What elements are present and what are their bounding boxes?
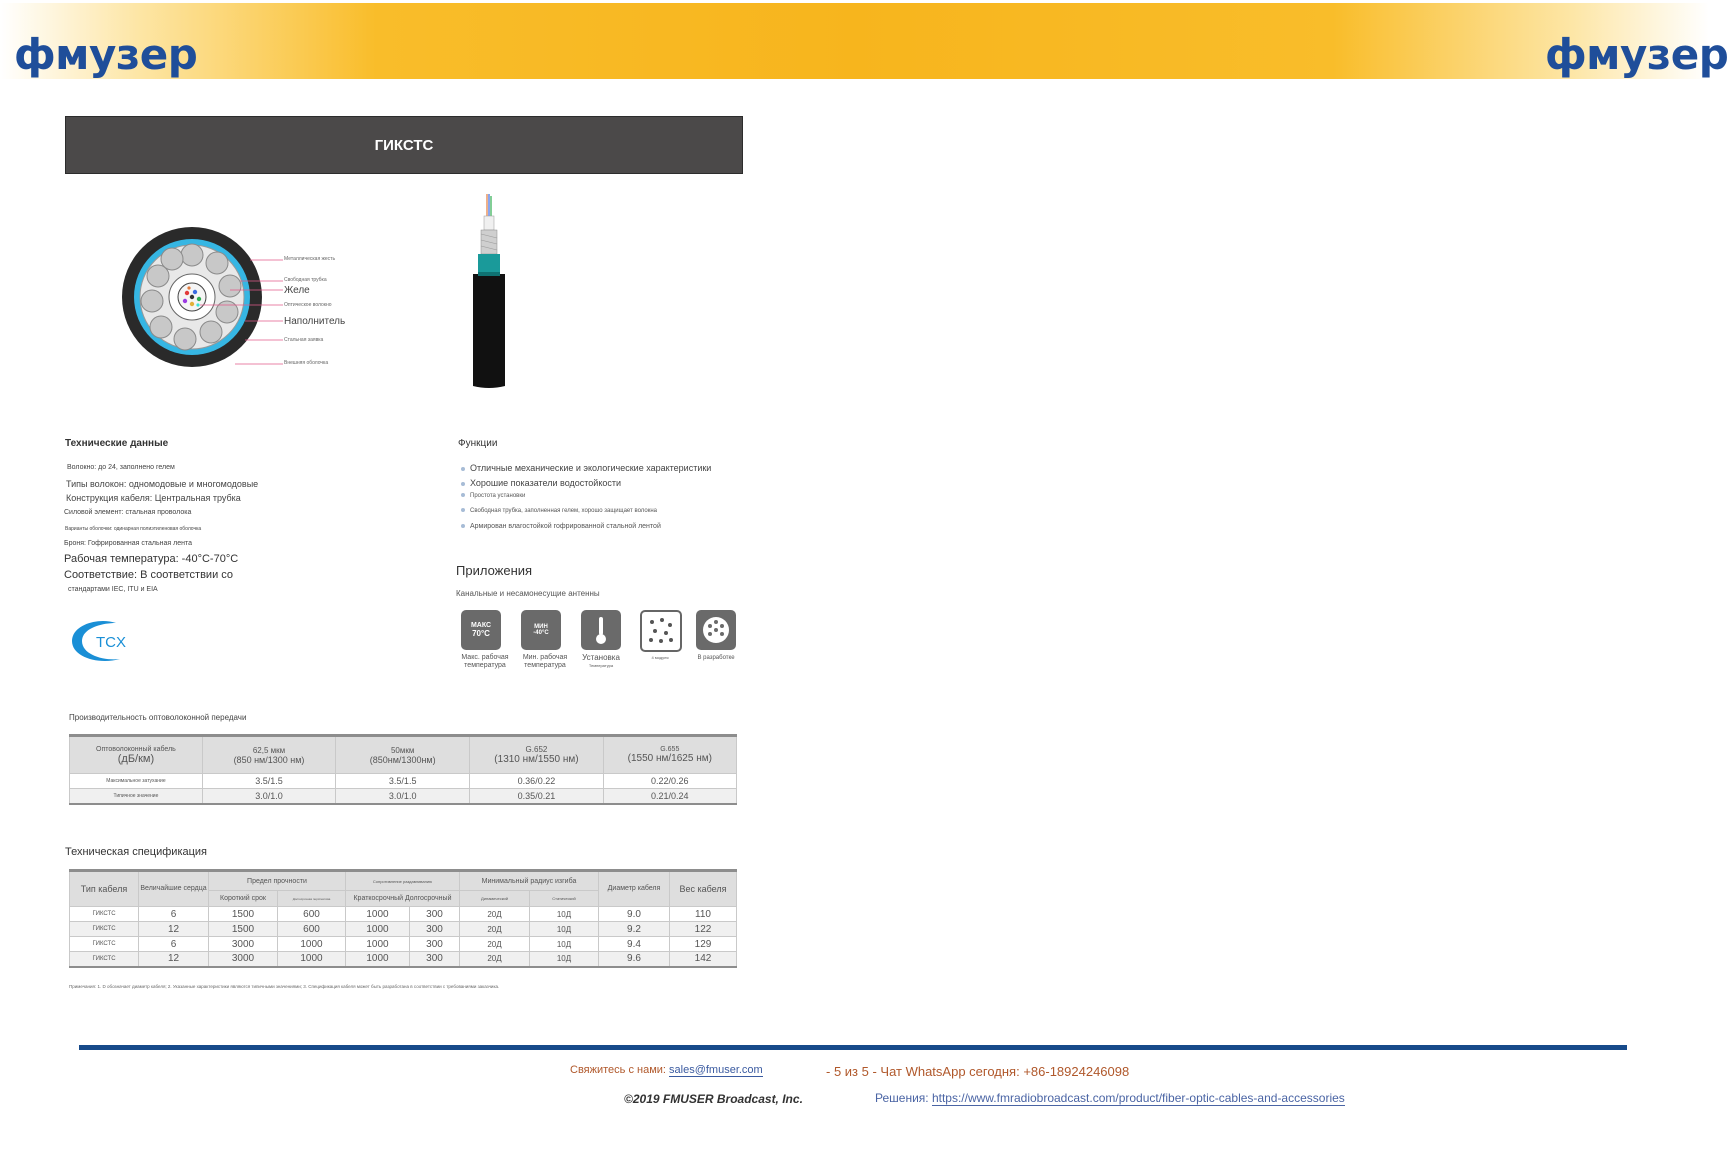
spec-cell: 129 <box>670 937 737 952</box>
spec-cell: 300 <box>410 937 460 952</box>
tech-data-item: Рабочая температура: -40°C-70°C <box>64 553 239 565</box>
spec-table: Тип кабеля Величайшие сердца Предел прочности Сопротивление раздавливанию Минимальный радиус изгиба Диаметр кабеля Вес кабеля Короткий срок Долгосрочная перспектива Краткосрочный Долгосрочный Динамический Статический ГИКСТС 6 1500 600 1000 300 20Д 10Д 9.0 110 ГИКСТС 12 1500 600 1000 300 20Д 10Д 9.2 122 ГИКСТС 6 3000 1000 1000 300 20Д 10Д 9.4 129 ГИКСТС 12 3000 1000 1000 300 20Д 10Д 9.6 142 <box>69 869 737 968</box>
tech-data-heading: Технические данные <box>65 438 169 449</box>
spec-cell: 142 <box>670 952 737 967</box>
function-item: Хорошие показатели водостойкости <box>461 478 621 488</box>
thermometer-caption-2: Температура <box>588 663 614 668</box>
table-row <box>70 907 737 922</box>
spec-cell: ГИКСТС <box>70 922 139 937</box>
max-temp-caption: Макс. рабочая температура <box>461 654 509 669</box>
product-title-bar <box>65 116 743 174</box>
function-item: Простота установки <box>461 493 525 499</box>
brand-logo-right: фмузер <box>1545 30 1728 79</box>
footer-divider <box>79 1045 1627 1050</box>
spec-heading: Техническая спецификация <box>65 846 208 858</box>
label-loose-tube: Свободная трубка <box>284 277 327 283</box>
fiber-count-caption: 4 модуля <box>651 655 669 660</box>
label-gel: Желе <box>284 285 310 296</box>
perf-header-cell: G.652 (1310 нм/1550 нм) <box>470 736 603 774</box>
solutions-url-link[interactable]: https://www.fmradiobroadcast.com/product/fiber-optic-cables-and-accessories <box>931 1091 1345 1105</box>
tech-data-item: Соответствие: В соответствии со <box>64 569 234 581</box>
spec-cell: 1500 <box>209 922 278 937</box>
spec-cell: 20Д <box>460 952 530 967</box>
spec-cell: 1000 <box>346 922 410 937</box>
applications-subtitle: Канальные и несамонесущие антенны <box>456 589 600 598</box>
spec-cell: 122 <box>670 922 737 937</box>
performance-table <box>69 734 737 805</box>
spec-cell: 110 <box>670 907 737 922</box>
spec-cell: 600 <box>278 922 346 937</box>
performance-heading: Производительность оптоволоконной передачи <box>69 713 247 722</box>
thermometer-icon <box>581 610 621 650</box>
tech-data-item: Типы волокон: одномодовые и многомодовые <box>66 479 259 489</box>
function-item: Свободная трубка, заполненная гелем, хорошо защищает волокна <box>461 508 657 514</box>
spec-cell: 9.6 <box>599 952 670 967</box>
max-temp-icon: МАКС 70°C <box>461 610 501 650</box>
footer-solutions: Решения: https://www.fmradiobroadcast.com/product/fiber-optic-cables-and-accessories <box>875 1091 1345 1105</box>
spec-cell: 10Д <box>530 937 599 952</box>
footer-copyright: ©2019 FMUSER Broadcast, Inc. <box>624 1092 803 1106</box>
cross-section-leader-lines <box>190 250 285 370</box>
functions-heading: Функции <box>458 438 498 449</box>
table-row: Максимальное затухание 3.5/1.5 3.5/1.5 0.36/0.22 0.22/0.26 <box>70 774 737 789</box>
perf-header-cell: 62,5 мкм (850 нм/1300 нм) <box>202 736 335 774</box>
label-steel-wire: Стальная заявка <box>284 337 324 343</box>
perf-header-cell: 50мкм (850нм/1300нм) <box>336 736 470 774</box>
tcx-certification-logo <box>68 617 140 665</box>
spec-cell: 6 <box>139 937 209 952</box>
tech-data-item: Броня: Гофрированная стальная лента <box>64 540 192 547</box>
perf-header-cell: G.655 (1550 нм/1625 нм) <box>603 736 736 774</box>
spec-cell: ГИКСТС <box>70 937 139 952</box>
header-banner <box>0 3 1709 79</box>
spec-cell: 10Д <box>530 907 599 922</box>
spec-cell: 1000 <box>346 937 410 952</box>
footer-contact: Свяжитесь с нами: sales@fmuser.com <box>570 1064 763 1076</box>
spec-cell: ГИКСТС <box>70 952 139 967</box>
table-row <box>70 952 737 967</box>
spec-cell: 9.2 <box>599 922 670 937</box>
label-metal-tin: Металлическая жесть <box>284 256 336 262</box>
spec-cell: 1500 <box>209 907 278 922</box>
applications-heading: Приложения <box>456 563 533 578</box>
spec-cell: 300 <box>410 922 460 937</box>
table-row <box>70 922 737 937</box>
label-outer-sheath: Внешняя оболочка <box>284 360 329 366</box>
spec-cell: 9.0 <box>599 907 670 922</box>
spec-cell: 20Д <box>460 922 530 937</box>
tech-data-item: стандартами IEC, ITU и EIA <box>68 586 158 593</box>
tech-data-item: Волокно: до 24, заполнено гелем <box>67 464 175 471</box>
thermometer-caption: Установка <box>582 653 620 662</box>
fiber-count-icon <box>640 610 682 652</box>
min-temp-caption: Мин. рабочая температура <box>522 654 568 669</box>
spec-cell: 1000 <box>278 937 346 952</box>
spec-cell: 1000 <box>278 952 346 967</box>
spec-cell: 3000 <box>209 937 278 952</box>
tech-data-item: Силовой элемент: стальная проволока <box>64 509 192 516</box>
fiber-bundle-caption: В разработке <box>697 655 735 661</box>
table-row <box>70 937 737 952</box>
spec-cell: 300 <box>410 952 460 967</box>
perf-header-cell: Оптоволоконный кабель (дБ/км) <box>70 736 203 774</box>
tcx-logo-text: TCX <box>96 634 126 651</box>
label-optical-fiber: Оптическое волокно <box>284 302 332 308</box>
spec-cell: 10Д <box>530 922 599 937</box>
spec-cell: 6 <box>139 907 209 922</box>
min-temp-icon: МИН -40°C <box>521 610 561 650</box>
spec-cell: 600 <box>278 907 346 922</box>
cable-side-view-image <box>466 194 512 389</box>
brand-logo-left: фмузер <box>14 30 198 79</box>
table-row: Типичное значение 3.0/1.0 3.0/1.0 0.35/0.21 0.21/0.24 <box>70 789 737 804</box>
spec-cell: 20Д <box>460 937 530 952</box>
product-title: ГИКСТС <box>374 136 434 154</box>
label-filler: Наполнитель <box>284 316 346 327</box>
spec-cell: 300 <box>410 907 460 922</box>
function-item: Армирован влагостойкой гофрированной стальной лентой <box>461 523 661 530</box>
spec-cell: 3000 <box>209 952 278 967</box>
contact-email-link[interactable]: sales@fmuser.com <box>669 1064 763 1076</box>
fiber-bundle-icon <box>696 610 736 650</box>
tech-data-item: Конструкция кабеля: Центральная трубка <box>66 493 241 503</box>
tech-data-item: Варианты оболочки: одинарная полиэтиленовая оболочка <box>65 526 202 532</box>
spec-cell: 12 <box>139 922 209 937</box>
spec-cell: 12 <box>139 952 209 967</box>
spec-cell: 10Д <box>530 952 599 967</box>
spec-cell: 20Д <box>460 907 530 922</box>
spec-cell: 1000 <box>346 952 410 967</box>
spec-note: Примечания: 1. D обозначает диаметр кабеля; 2. Указанные характеристики являются типичными значениями; 3. Спецификация кабеля может быть разработана в соответствии с требованиями заказчика. <box>69 984 500 989</box>
spec-cell: 9.4 <box>599 937 670 952</box>
spec-cell: 1000 <box>346 907 410 922</box>
spec-cell: ГИКСТС <box>70 907 139 922</box>
footer-page-whatsapp: - 5 из 5 - Чат WhatsApp сегодня: +86-18924246098 <box>826 1064 1130 1079</box>
function-item: Отличные механические и экологические характеристики <box>461 463 711 473</box>
